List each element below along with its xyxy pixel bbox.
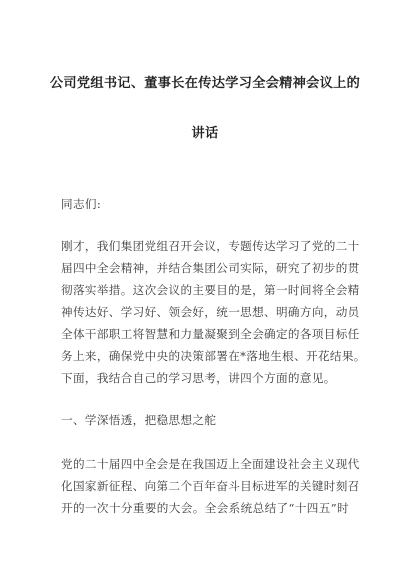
paragraph1-line-1: 刚才，我们集团党组召开会议，专题传达学习了党的二十 bbox=[61, 239, 360, 253]
section-1-heading: 一、学深悟透，把稳思想之舵 bbox=[61, 413, 217, 427]
paragraph2-line-3: 开的一次十分重要的大会。全会系统总结了“十四五”时 bbox=[61, 501, 349, 515]
document-title-line-1: 公司党组书记、董事长在传达学习全会精神会议上的 bbox=[49, 76, 361, 91]
paragraph1-line-5: 全体干部职工将智慧和力量凝聚到全会确定的各项目标任 bbox=[61, 327, 360, 341]
paragraph1-line-7: 下面，我结合自己的学习思考，讲四个方面的意见。 bbox=[61, 371, 336, 385]
paragraph1-line-3: 彻落实举措。这次会议的主要目的是，第一时间将全会精 bbox=[61, 283, 360, 297]
paragraph1-line-6: 务上来，确保党中央的决策部署在*落地生根、开花结果。 bbox=[61, 349, 366, 363]
paragraph2-line-1: 党的二十届四中全会是在我国迈上全面建设社会主义现代 bbox=[61, 457, 360, 471]
paragraph2-line-2: 化国家新征程、向第二个百年奋斗目标进军的关键时刻召 bbox=[61, 479, 360, 493]
paragraph1-line-4: 神传达好、学习好、领会好，统一思想、明确方向，动员 bbox=[61, 305, 360, 319]
salutation: 同志们: bbox=[61, 197, 102, 211]
paragraph1-line-2: 届四中全会精神，并结合集团公司实际，研究了初步的贯 bbox=[61, 261, 360, 275]
document-title-line-2: 讲话 bbox=[191, 126, 219, 141]
